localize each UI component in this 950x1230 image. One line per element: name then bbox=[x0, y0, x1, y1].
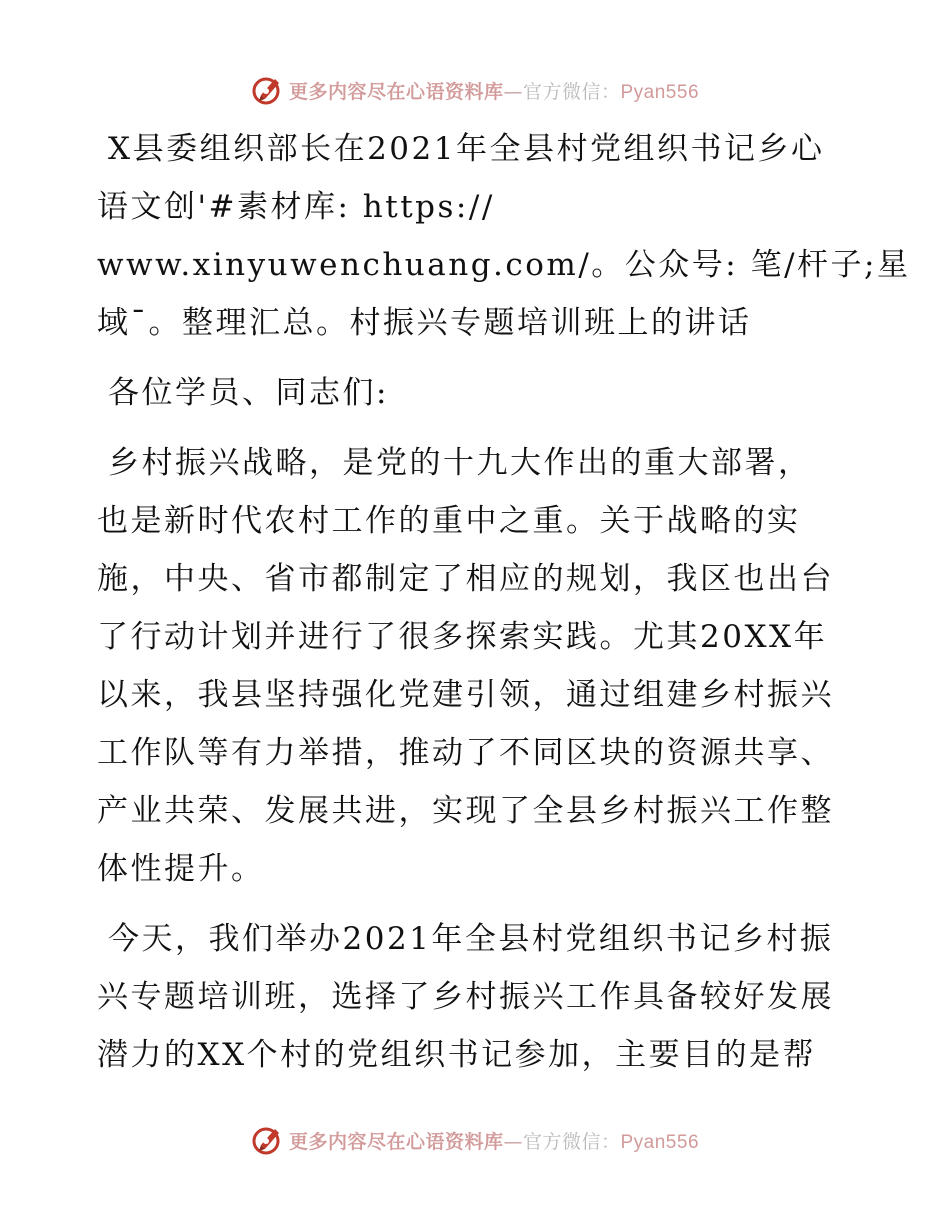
pen-nib-logo-icon bbox=[251, 1123, 285, 1157]
paragraph-line: 施，中央、省市都制定了相应的规划，我区也出台 bbox=[97, 561, 834, 597]
title-line: 语文创'#素材库: https:// bbox=[97, 189, 495, 225]
banner-wechat-id: Pyan556 bbox=[620, 81, 700, 103]
banner-brand-text: 更多内容尽在心语资料库 bbox=[288, 1130, 504, 1153]
pen-nib-logo-icon bbox=[251, 73, 285, 107]
banner-wechat-label: 官方微信： bbox=[522, 80, 621, 103]
paragraph-line: 体性提升。 bbox=[97, 851, 265, 887]
banner-wechat-id: Pyan556 bbox=[620, 1131, 700, 1153]
title-line: www.xinyuwenchuang.com/。公众号: 笔/杆子;星 bbox=[97, 247, 911, 283]
footer-watermark-banner bbox=[0, 1120, 950, 1160]
paragraph-2 bbox=[97, 910, 857, 1084]
salutation bbox=[97, 364, 857, 422]
header-watermark-banner bbox=[0, 70, 950, 110]
salutation-text: 各位学员、同志们: bbox=[108, 375, 389, 411]
paragraph-1 bbox=[97, 434, 857, 898]
document-title bbox=[97, 120, 911, 352]
banner-separator: — bbox=[503, 1130, 523, 1153]
paragraph-line: 产业共荣、发展共进，实现了全县乡村振兴工作整 bbox=[97, 793, 834, 829]
document-body bbox=[97, 120, 911, 1096]
title-line: X县委组织部长在2021年全县村党组织书记乡心 bbox=[108, 131, 825, 167]
paragraph-line: 也是新时代农村工作的重中之重。关于战略的实 bbox=[97, 503, 801, 539]
paragraph-line: 今天，我们举办2021年全县村党组织书记乡村振 bbox=[108, 921, 834, 957]
title-line: 域¯。整理汇总。村振兴专题培训班上的讲话 bbox=[97, 305, 752, 341]
paragraph-line: 潜力的XX个村的党组织书记参加，主要目的是帮 bbox=[97, 1037, 817, 1073]
banner-brand-text: 更多内容尽在心语资料库 bbox=[288, 80, 504, 103]
paragraph-line: 以来，我县坚持强化党建引领，通过组建乡村振兴 bbox=[97, 677, 834, 713]
paragraph-line: 乡村振兴战略，是党的十九大作出的重大部署， bbox=[108, 445, 812, 481]
paragraph-line: 兴专题培训班，选择了乡村振兴工作具备较好发展 bbox=[97, 979, 834, 1015]
paragraph-line: 了行动计划并进行了很多探索实践。尤其20XX年 bbox=[97, 619, 828, 655]
banner-wechat-label: 官方微信： bbox=[522, 1130, 621, 1153]
banner-separator: — bbox=[503, 80, 523, 103]
paragraph-line: 工作队等有力举措，推动了不同区块的资源共享、 bbox=[97, 735, 834, 771]
